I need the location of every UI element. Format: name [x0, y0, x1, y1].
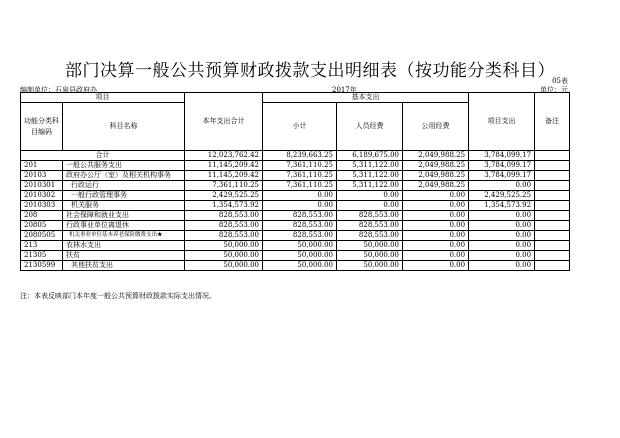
cell-project: 0.00	[469, 231, 535, 241]
cell-total: 1,354,573.92	[185, 201, 263, 211]
table-row	[21, 251, 570, 261]
cell-public: 0.00	[403, 251, 469, 261]
page-title: 部门决算一般公共预算财政拨款支出明细表（按功能分类科目）	[65, 61, 555, 81]
cell-name: 机关事业单位基本养老保险缴费支出★	[63, 231, 185, 241]
cell-project: 0.00	[469, 241, 535, 251]
cell-remark	[535, 221, 570, 231]
cell-total: 50,000.00	[185, 261, 263, 271]
cell-subtotal: 828,553.00	[263, 231, 337, 241]
cell-total: 12,023,762.42	[185, 151, 263, 161]
cell-personnel: 828,553.00	[337, 231, 403, 241]
cell-personnel: 6,189,675.00	[337, 151, 403, 161]
cell-subtotal: 50,000.00	[263, 241, 337, 251]
cell-project: 0.00	[469, 211, 535, 221]
cell-remark	[535, 241, 570, 251]
cell-name: 扶贫	[63, 251, 185, 261]
cell-project: 1,354,573.92	[469, 201, 535, 211]
unit-label: 编制单位：石泉县政府办	[20, 86, 97, 94]
cell-project: 0.00	[469, 261, 535, 271]
header-total: 本年支出合计	[185, 93, 263, 151]
cell-project: 3,784,099.17	[469, 151, 535, 161]
cell-name: 农林水支出	[63, 241, 185, 251]
cell-project: 3,784,099.17	[469, 161, 535, 171]
header-public: 公用经费	[403, 103, 469, 151]
cell-total: 11,145,209.42	[185, 161, 263, 171]
header-personnel: 人员经费	[337, 103, 403, 151]
cell-subtotal: 7,361,110.25	[263, 161, 337, 171]
cell-public: 0.00	[403, 191, 469, 201]
cell-remark	[535, 151, 570, 161]
cell-public: 0.00	[403, 231, 469, 241]
cell-personnel: 5,311,122.00	[337, 171, 403, 181]
year-label: 2017年	[332, 86, 357, 94]
header-code: 功能分类科目编码	[21, 103, 63, 151]
cell-total: 828,553.00	[185, 231, 263, 241]
table-row	[21, 221, 570, 231]
cell-total: 828,553.00	[185, 221, 263, 231]
cell-name: 行政运行	[63, 181, 185, 191]
cell-project: 3,784,099.17	[469, 171, 535, 181]
cell-remark	[535, 161, 570, 171]
header-project: 项目支出	[469, 93, 535, 151]
cell-name: 一般行政管理事务	[63, 191, 185, 201]
cell-code: 2080505	[21, 231, 63, 241]
cell-subtotal: 7,361,110.25	[263, 171, 337, 181]
cell-public: 0.00	[403, 241, 469, 251]
cell-name: 其他扶贫支出	[63, 261, 185, 271]
cell-remark	[535, 201, 570, 211]
cell-personnel: 50,000.00	[337, 251, 403, 261]
cell-total: 7,361,110.25	[185, 181, 263, 191]
cell-name: 一般公共服务支出	[63, 161, 185, 171]
table-code: 05表	[552, 77, 568, 85]
currency-unit: 单位：元	[540, 86, 568, 94]
table-row	[21, 241, 570, 251]
table-row	[21, 151, 570, 161]
cell-project: 0.00	[469, 181, 535, 191]
table-row	[21, 211, 570, 221]
cell-remark	[535, 191, 570, 201]
table-row	[21, 161, 570, 171]
cell-public: 0.00	[403, 261, 469, 271]
cell-public: 0.00	[403, 201, 469, 211]
cell-public: 2,049,988.25	[403, 181, 469, 191]
header-remark: 备注	[535, 93, 570, 151]
cell-total: 2,429,525.25	[185, 191, 263, 201]
cell-subtotal: 0.00	[263, 201, 337, 211]
cell-personnel: 5,311,122.00	[337, 161, 403, 171]
expense-table	[20, 92, 570, 271]
table-row	[21, 191, 570, 201]
cell-project: 0.00	[469, 221, 535, 231]
cell-code: 21305	[21, 251, 63, 261]
cell-subtotal: 50,000.00	[263, 251, 337, 261]
cell-subtotal: 8,239,663.25	[263, 151, 337, 161]
cell-code: 2130599	[21, 261, 63, 271]
footnote: 注：本表反映部门本年度一般公共预算财政拨款实际支出情况。	[20, 292, 216, 300]
cell-subtotal: 50,000.00	[263, 261, 337, 271]
cell-total: 50,000.00	[185, 241, 263, 251]
table-row	[21, 181, 570, 191]
cell-remark	[535, 231, 570, 241]
header-subtotal: 小计	[263, 103, 337, 151]
cell-project: 0.00	[469, 251, 535, 261]
cell-remark	[535, 211, 570, 221]
cell-subtotal: 828,553.00	[263, 211, 337, 221]
cell-subtotal: 7,361,110.25	[263, 181, 337, 191]
cell-remark	[535, 181, 570, 191]
row-name: 合计	[21, 151, 185, 161]
cell-code: 20103	[21, 171, 63, 181]
table-row	[21, 261, 570, 271]
cell-total: 50,000.00	[185, 251, 263, 261]
cell-remark	[535, 251, 570, 261]
cell-subtotal: 0.00	[263, 191, 337, 201]
cell-personnel: 0.00	[337, 191, 403, 201]
cell-project: 2,429,525.25	[469, 191, 535, 201]
cell-total: 828,553.00	[185, 211, 263, 221]
cell-personnel: 828,553.00	[337, 211, 403, 221]
cell-code: 20805	[21, 221, 63, 231]
cell-name: 政府办公厅（室）及相关机构事务	[63, 171, 185, 181]
cell-personnel: 5,311,122.00	[337, 181, 403, 191]
cell-subtotal: 828,553.00	[263, 221, 337, 231]
table-row	[21, 201, 570, 211]
cell-code: 2010303	[21, 201, 63, 211]
cell-code: 2010302	[21, 191, 63, 201]
cell-personnel: 0.00	[337, 201, 403, 211]
cell-personnel: 50,000.00	[337, 261, 403, 271]
cell-personnel: 828,553.00	[337, 221, 403, 231]
cell-public: 0.00	[403, 211, 469, 221]
cell-public: 2,049,988.25	[403, 151, 469, 161]
header-name: 科目名称	[63, 103, 185, 151]
header-basic-expense: 基本支出	[263, 93, 469, 103]
cell-name: 机关服务	[63, 201, 185, 211]
cell-public: 2,049,988.25	[403, 161, 469, 171]
cell-public: 2,049,988.25	[403, 171, 469, 181]
cell-code: 208	[21, 211, 63, 221]
cell-name: 社会保障和就业支出	[63, 211, 185, 221]
cell-remark	[535, 261, 570, 271]
header-item: 项目	[21, 93, 185, 103]
cell-code: 2010301	[21, 181, 63, 191]
table-row	[21, 231, 570, 241]
cell-code: 201	[21, 161, 63, 171]
cell-remark	[535, 171, 570, 181]
cell-public: 0.00	[403, 221, 469, 231]
cell-total: 11,145,209.42	[185, 171, 263, 181]
table-row	[21, 171, 570, 181]
cell-code: 213	[21, 241, 63, 251]
cell-personnel: 50,000.00	[337, 241, 403, 251]
cell-name: 行政事业单位离退休	[63, 221, 185, 231]
